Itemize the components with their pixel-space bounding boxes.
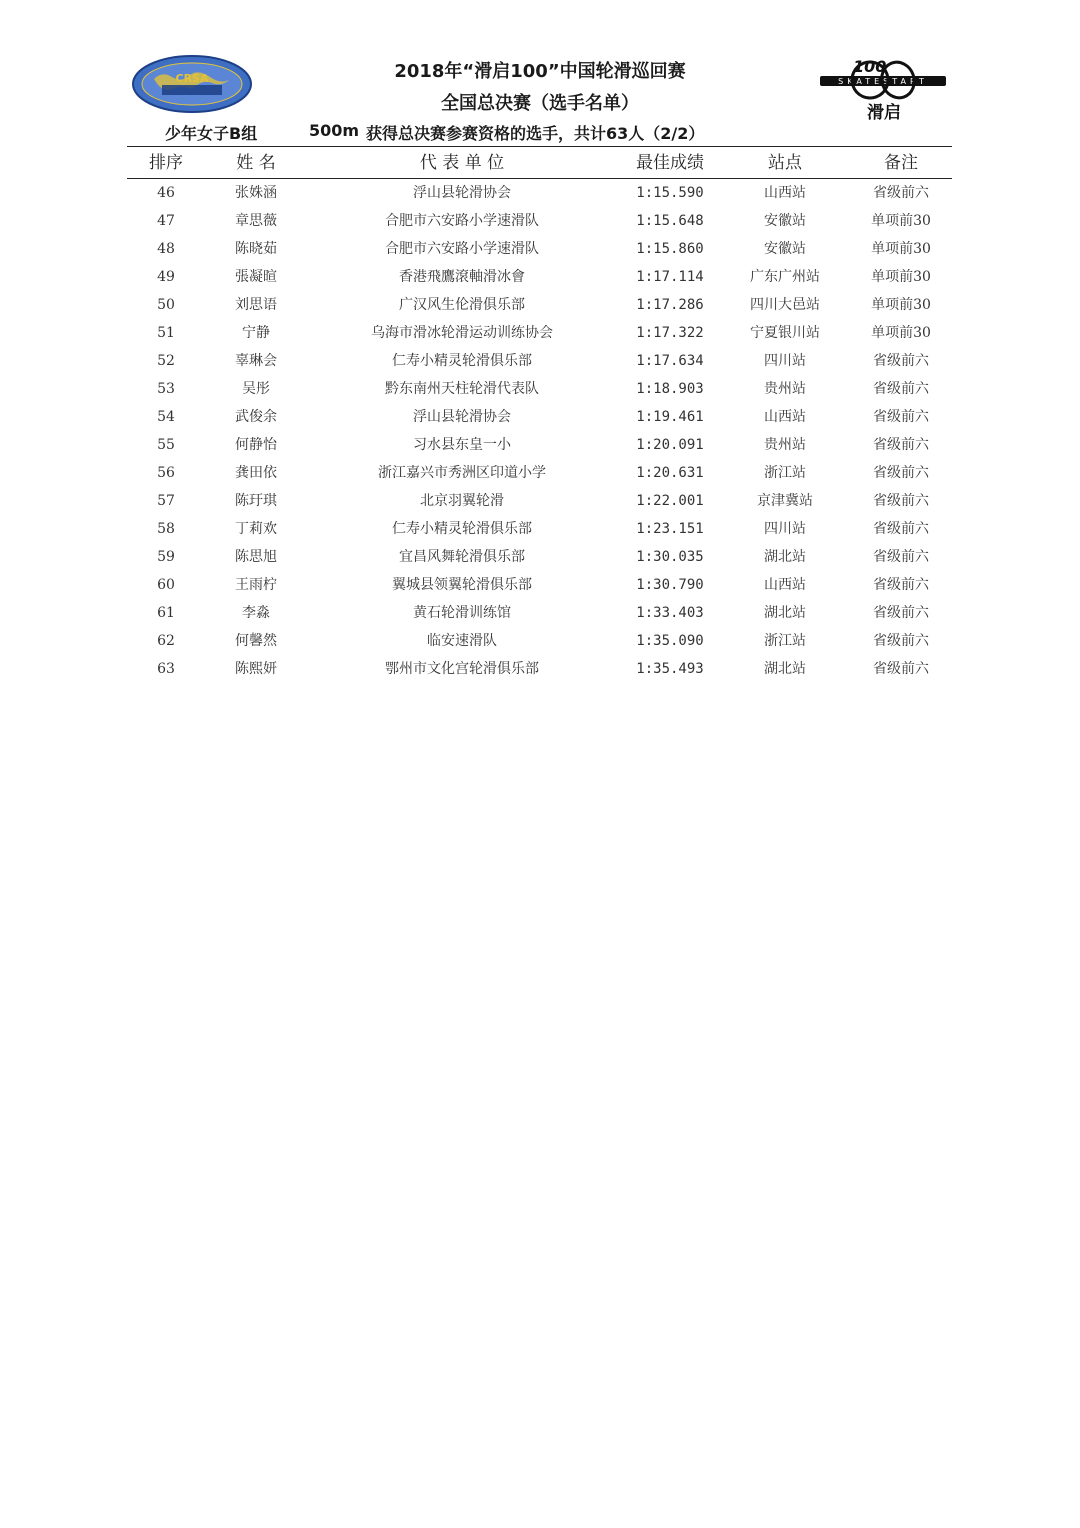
- group-label: 少年女子B组: [165, 124, 258, 143]
- cell-best-time: 1:17.114: [636, 269, 704, 285]
- cell-station: 山西站: [764, 409, 806, 425]
- cell-note: 省级前六: [873, 549, 929, 565]
- cell-name: 宁静: [242, 325, 270, 341]
- cell-team: 翼城县领翼轮滑俱乐部: [392, 577, 532, 593]
- cell-name: 张姝涵: [235, 185, 277, 201]
- cell-rank: 52: [157, 353, 175, 369]
- cell-team: 仁寿小精灵轮滑俱乐部: [392, 521, 532, 537]
- cell-name: 陈思旭: [235, 549, 277, 565]
- cell-note: 省级前六: [873, 633, 929, 649]
- skatestart-number: 100: [853, 57, 887, 76]
- cell-name: 丁莉欢: [235, 521, 277, 537]
- cell-best-time: 1:17.322: [636, 325, 704, 341]
- skatestart-cn-text: 滑启: [867, 103, 901, 122]
- cell-best-time: 1:30.035: [636, 549, 704, 565]
- cell-team: 合肥市六安路小学速滑队: [385, 241, 539, 257]
- skatestart-band-text: SKATESTART: [838, 77, 928, 86]
- cell-name: 吴彤: [242, 381, 270, 397]
- cell-station: 安徽站: [764, 241, 806, 257]
- cell-station: 四川大邑站: [750, 297, 820, 313]
- column-header-rank: 排序: [149, 153, 183, 173]
- table-row: [0, 543, 1080, 571]
- cell-station: 宁夏银川站: [750, 325, 820, 341]
- crsa-logo-text: CRSA: [175, 72, 209, 85]
- cell-team: 鄂州市文化宫轮滑俱乐部: [385, 661, 539, 677]
- distance-label: 500m: [309, 121, 360, 140]
- cell-team: 仁寿小精灵轮滑俱乐部: [392, 353, 532, 369]
- cell-name: 陈玗琪: [235, 493, 277, 509]
- cell-name: 何静怡: [235, 437, 277, 453]
- cell-station: 湖北站: [764, 605, 806, 621]
- cell-rank: 55: [157, 437, 175, 453]
- cell-team: 黄石轮滑训练馆: [413, 605, 511, 621]
- cell-station: 四川站: [764, 521, 806, 537]
- cell-best-time: 1:20.091: [636, 437, 704, 453]
- cell-note: 省级前六: [873, 577, 929, 593]
- cell-name: 辜琳会: [235, 353, 277, 369]
- cell-team: 宜昌风舞轮滑俱乐部: [399, 549, 525, 565]
- cell-best-time: 1:23.151: [636, 521, 704, 537]
- cell-rank: 63: [157, 661, 175, 677]
- table-row: [0, 487, 1080, 515]
- table-row: [0, 347, 1080, 375]
- table-row: [0, 459, 1080, 487]
- cell-rank: 49: [157, 269, 175, 285]
- cell-station: 京津冀站: [757, 493, 813, 509]
- cell-note: 单项前30: [871, 297, 931, 313]
- cell-rank: 61: [157, 605, 175, 621]
- cell-team: 乌海市滑冰轮滑运动训练协会: [371, 325, 553, 341]
- cell-best-time: 1:17.286: [636, 297, 704, 313]
- cell-team: 北京羽翼轮滑: [420, 493, 504, 509]
- cell-rank: 50: [157, 297, 175, 313]
- cell-note: 省级前六: [873, 353, 929, 369]
- cell-name: 陈晓茹: [235, 241, 277, 257]
- column-header-station: 站点: [768, 153, 802, 173]
- cell-note: 省级前六: [873, 381, 929, 397]
- cell-team: 黔东南州天柱轮滑代表队: [385, 381, 539, 397]
- cell-rank: 46: [157, 185, 175, 201]
- table-row: [0, 291, 1080, 319]
- cell-name: 張凝暄: [235, 269, 277, 285]
- cell-best-time: 1:30.790: [636, 577, 704, 593]
- table-header: [0, 149, 1080, 177]
- cell-rank: 59: [157, 549, 175, 565]
- cell-note: 省级前六: [873, 493, 929, 509]
- cell-name: 何馨然: [235, 633, 277, 649]
- table-row: [0, 235, 1080, 263]
- table-row: [0, 599, 1080, 627]
- cell-team: 浙江嘉兴市秀洲区印道小学: [378, 465, 546, 481]
- table-top-rule: [127, 146, 952, 147]
- cell-name: 武俊余: [235, 409, 277, 425]
- qualification-description: 获得总决赛参赛资格的选手，共计63人（2/2）: [366, 124, 705, 143]
- cell-best-time: 1:15.648: [636, 213, 704, 229]
- table-row: [0, 403, 1080, 431]
- cell-note: 省级前六: [873, 521, 929, 537]
- table-row: [0, 179, 1080, 207]
- cell-note: 省级前六: [873, 409, 929, 425]
- cell-rank: 47: [157, 213, 175, 229]
- cell-team: 浮山县轮滑协会: [413, 409, 511, 425]
- cell-name: 龚田依: [235, 465, 277, 481]
- cell-name: 陈熙妍: [235, 661, 277, 677]
- cell-best-time: 1:18.903: [636, 381, 704, 397]
- cell-station: 湖北站: [764, 549, 806, 565]
- column-header-team: 代 表 单 位: [419, 153, 505, 173]
- cell-best-time: 1:35.090: [636, 633, 704, 649]
- table-row: [0, 627, 1080, 655]
- cell-note: 单项前30: [871, 213, 931, 229]
- cell-note: 单项前30: [871, 325, 931, 341]
- cell-team: 临安速滑队: [427, 633, 497, 649]
- cell-note: 单项前30: [871, 269, 931, 285]
- cell-station: 贵州站: [764, 381, 806, 397]
- cell-best-time: 1:17.634: [636, 353, 704, 369]
- cell-name: 章思薇: [235, 213, 277, 229]
- cell-station: 山西站: [764, 577, 806, 593]
- cell-best-time: 1:19.461: [636, 409, 704, 425]
- document-subtitle: 全国总决赛（选手名单）: [441, 93, 639, 114]
- cell-team: 习水县东皇一小: [413, 437, 511, 453]
- cell-station: 浙江站: [764, 465, 806, 481]
- cell-note: 省级前六: [873, 185, 929, 201]
- cell-name: 李淼: [242, 605, 270, 621]
- cell-note: 省级前六: [873, 465, 929, 481]
- cell-station: 四川站: [764, 353, 806, 369]
- cell-name: 王雨柠: [235, 577, 277, 593]
- cell-note: 省级前六: [873, 661, 929, 677]
- cell-best-time: 1:35.493: [636, 661, 704, 677]
- cell-best-time: 1:15.590: [636, 185, 704, 201]
- table-row: [0, 431, 1080, 459]
- cell-station: 安徽站: [764, 213, 806, 229]
- cell-station: 广东广州站: [750, 269, 820, 285]
- cell-rank: 56: [157, 465, 175, 481]
- cell-station: 湖北站: [764, 661, 806, 677]
- table-row: [0, 319, 1080, 347]
- cell-best-time: 1:22.001: [636, 493, 704, 509]
- cell-rank: 53: [157, 381, 175, 397]
- table-row: [0, 571, 1080, 599]
- column-header-note: 备注: [884, 153, 918, 173]
- column-header-name: 姓 名: [236, 153, 276, 173]
- document-title: 2018年“滑启100”中国轮滑巡回赛: [394, 61, 686, 82]
- table-row: [0, 207, 1080, 235]
- cell-rank: 62: [157, 633, 175, 649]
- cell-rank: 54: [157, 409, 175, 425]
- cell-rank: 60: [157, 577, 175, 593]
- cell-team: 合肥市六安路小学速滑队: [385, 213, 539, 229]
- table-row: [0, 655, 1080, 683]
- cell-rank: 58: [157, 521, 175, 537]
- cell-station: 贵州站: [764, 437, 806, 453]
- cell-best-time: 1:33.403: [636, 605, 704, 621]
- column-header-best-time: 最佳成绩: [636, 153, 704, 173]
- cell-best-time: 1:15.860: [636, 241, 704, 257]
- table-row: [0, 515, 1080, 543]
- cell-note: 单项前30: [871, 241, 931, 257]
- cell-note: 省级前六: [873, 437, 929, 453]
- cell-rank: 57: [157, 493, 175, 509]
- cell-rank: 51: [157, 325, 175, 341]
- cell-team: 广汉风生伦滑俱乐部: [399, 297, 525, 313]
- cell-name: 刘思语: [235, 297, 277, 313]
- cell-note: 省级前六: [873, 605, 929, 621]
- cell-team: 香港飛鷹滾軸滑冰會: [399, 269, 525, 285]
- cell-best-time: 1:20.631: [636, 465, 704, 481]
- table-row: [0, 263, 1080, 291]
- cell-station: 山西站: [764, 185, 806, 201]
- cell-team: 浮山县轮滑协会: [413, 185, 511, 201]
- cell-station: 浙江站: [764, 633, 806, 649]
- cell-rank: 48: [157, 241, 175, 257]
- table-row: [0, 375, 1080, 403]
